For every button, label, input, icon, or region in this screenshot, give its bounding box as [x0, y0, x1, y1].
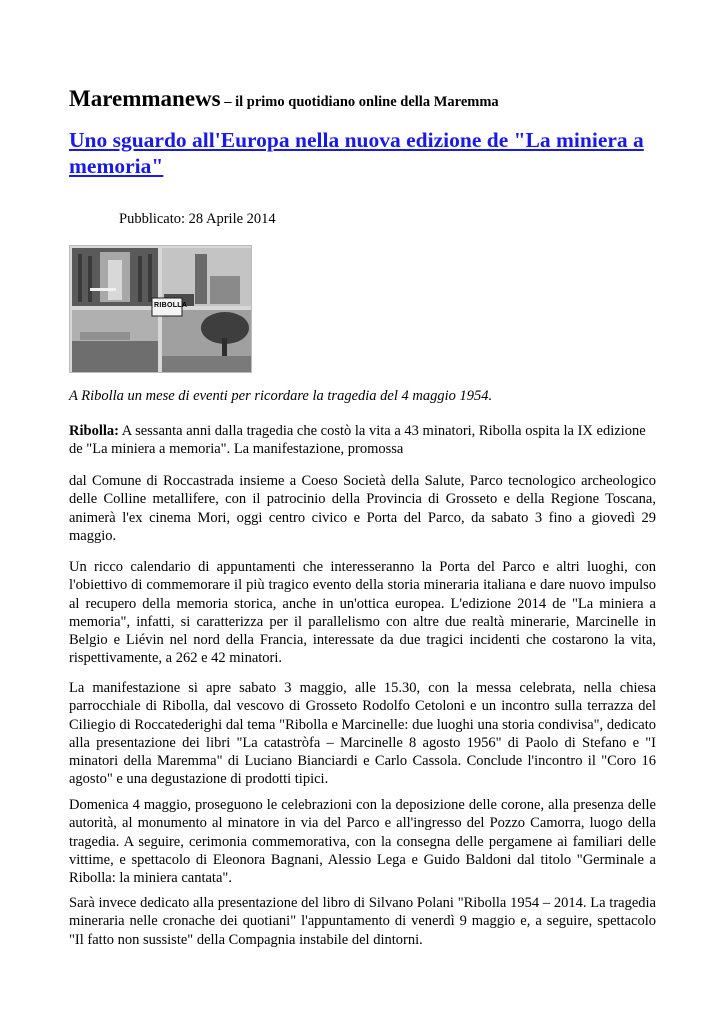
postcard-label: RIBOLLA: [154, 302, 188, 309]
body-paragraph: Un ricco calendario di appuntamenti che interesseranno la Porta del Parco e altri luoghi, con l'obiettivo di commemorare il più tragico evento della storia mineraria italiana e dare nuovo impulso al recupero della memoria storica, anche in un'ottica europea. L'edizione 2014 de "La miniera a memoria", infatti, si caratterizza per il parallelismo con altre due realtà minerarie, Marcinelle in Belgio e Liévin nel nord della Francia, interessate da due tragici incidenti che costarono la vita, rispettivamente, a 262 e 42 minatori.: [69, 559, 656, 667]
masthead: [69, 86, 499, 112]
article-title-link[interactable]: Uno sguardo all'Europa nella nuova edizione de "La miniera a memoria": [69, 128, 644, 178]
article-subtitle: A Ribolla un mese di eventi per ricordare la tragedia del 4 maggio 1954.: [69, 388, 493, 404]
ribolla-postcard-image: [69, 245, 252, 373]
body-paragraph: La manifestazione si apre sabato 3 maggio, alle 15.30, con la messa celebrata, nella chiesa parrocchiale di Ribolla, dal vescovo di Grosseto Rodolfo Cetoloni e un incontro sulla terrazza del Ciliegio di Roccatederighi dal tema "Ribolla e Marcinelle: due luoghi una storia condivisa", dedicato alla presentazione dei libri "La catastròfa – Marcinelle 8 agosto 1956" di Paolo di Stefano e "I minatori della Maremma" di Luciano Bianciardi e Carlo Cassola. Conclude l'incontro il "Coro 16 agosto" e una degustazione di prodotti tipici.: [69, 680, 656, 788]
published-date: Pubblicato: 28 Aprile 2014: [119, 211, 276, 227]
site-brand: Maremmanews: [69, 86, 221, 111]
lead-paragraph: [69, 422, 656, 459]
body-paragraph: Sarà invece dedicato alla presentazione del libro di Silvano Polani "Ribolla 1954 – 2014. La tragedia mineraria nelle cronache dei quotiani" l'appuntamento di venerdì 9 maggio e, a seguire, spettacolo "Il fatto non sussiste" della Compagnia instabile del dintorni.: [69, 895, 656, 948]
lead-location: Ribolla:: [69, 423, 119, 439]
lead-text: A sessanta anni dalla tragedia che costò la vita a 43 minatori, Ribolla ospita la IX edizione de "La miniera a memoria". La manifestazione, promossa: [69, 423, 646, 458]
body-paragraph: dal Comune di Roccastrada insieme a Coeso Società della Salute, Parco tecnologico archeologico delle Colline metallifere, con il patrocinio della Provincia di Grosseto e della Regione Toscana, animerà l'ex cinema Mori, oggi centro civico e Porta del Parco, da sabato 3 fino a giovedì 29 maggio.: [69, 473, 656, 544]
site-tagline: – il primo quotidiano online della Maremma: [220, 94, 499, 110]
body-paragraph: Domenica 4 maggio, proseguono le celebrazioni con la deposizione delle corone, alla presenza delle autorità, al monumento al minatore in via del Parco e all'ingresso del Pozzo Camorra, luogo della tragedia. A seguire, cerimonia commemorativa, con la consegna delle pergamene ai familiari delle vittime, e spettacolo di Eleonora Bagnani, Alessio Lega e Guido Baldoni dal titolo "Germinale a Ribolla: la miniera cantata".: [69, 797, 656, 887]
